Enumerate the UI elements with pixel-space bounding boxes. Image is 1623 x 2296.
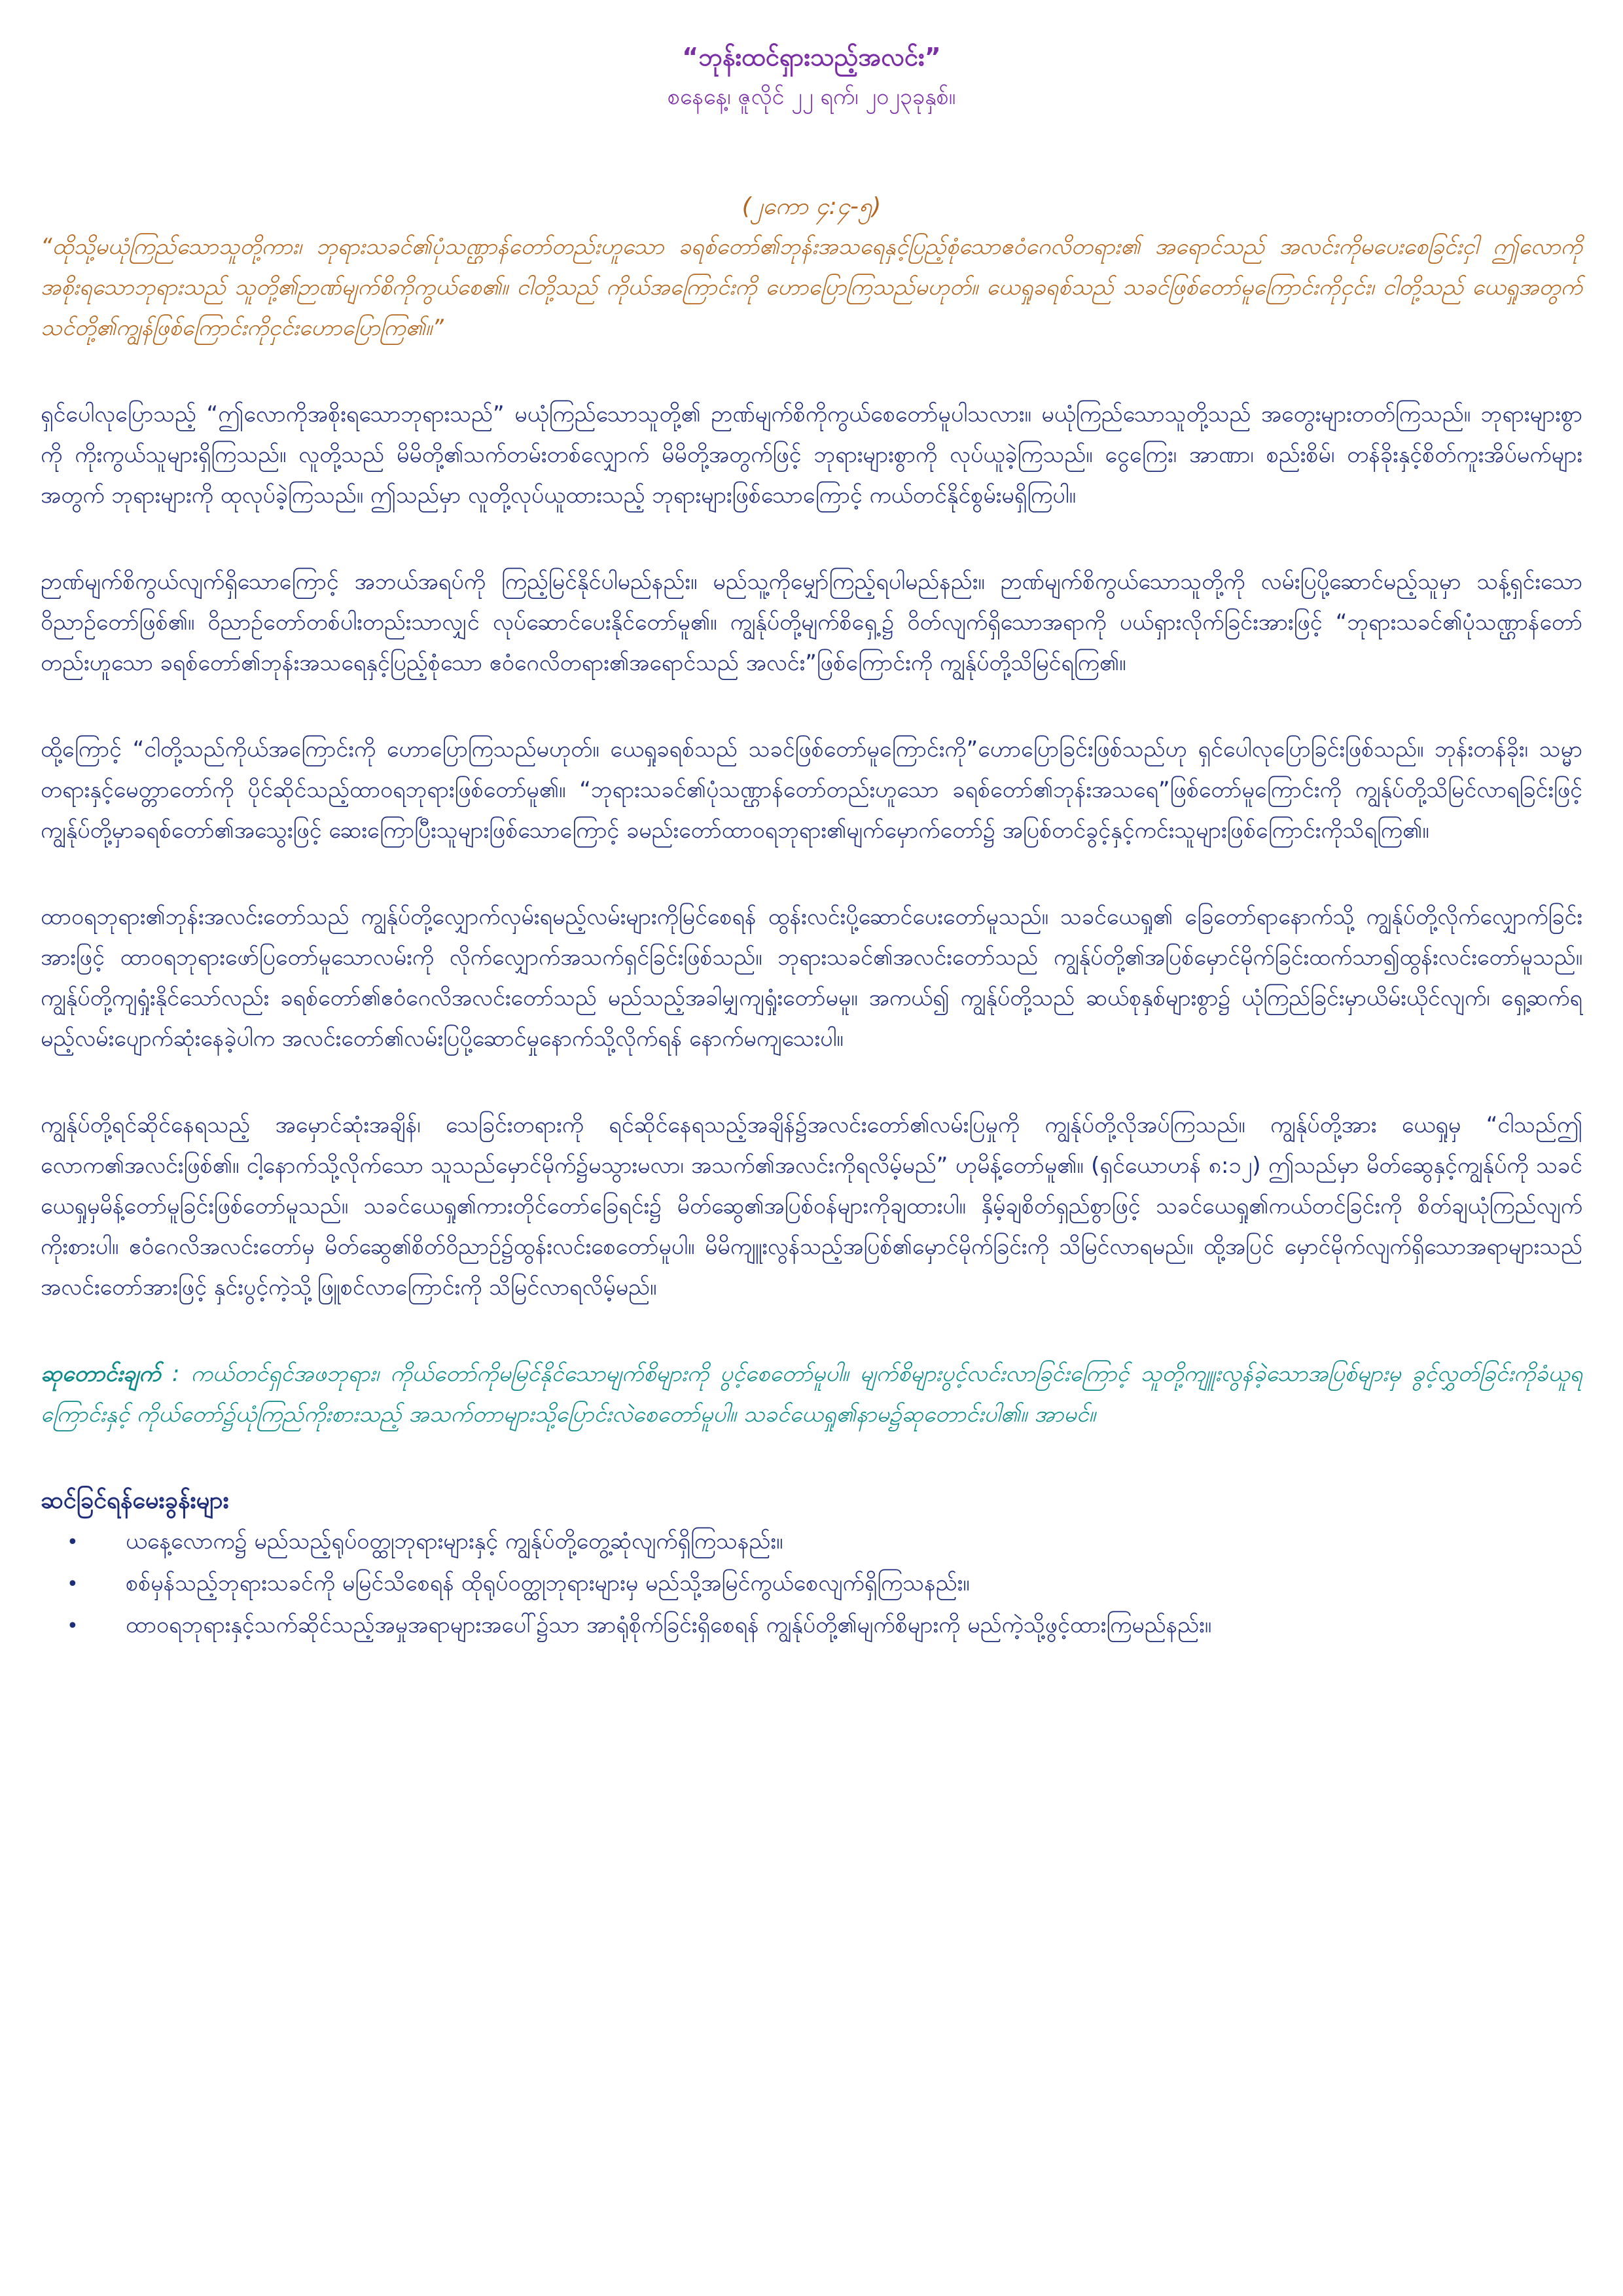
bullet-icon: • — [67, 1531, 79, 1554]
prayer-label: ဆုတောင်းချက် — [41, 1361, 161, 1387]
list-item — [67, 1563, 1582, 1605]
list-item — [67, 1521, 1582, 1563]
bullet-icon: • — [67, 1573, 79, 1596]
body-paragraph-3: ထို့ကြောင့် “ငါတို့သည်ကိုယ်အကြောင်းကို ဟောပြောကြသည်မဟုတ်။ ယေရှုခရစ်သည် သခင်ဖြစ်တော်မူကြောင်းကို”ဟောပြောခြင်းဖြစ်သည်ဟု ရှင်ပေါလုပြောခြင်းဖြစ်သည်။ ဘုန်းတန်ခိုး၊ သမ္မာတရားနှင့်မေတ္တာတော်ကို ပိုင်ဆိုင်သည့်ထာဝရဘုရားဖြစ်တော်မူ၏။ “ဘုရားသခင်၏ပုံသဏ္ဌာန်တော်တည်းဟူသော ခရစ်တော်၏ဘုန်းအသရေ”ဖြစ်တော်မူကြောင်းကို ကျွန်ုပ်တို့သိမြင်လာရခြင်းဖြင့် ကျွန်ုပ်တို့မှာခရစ်တော်၏အသွေးဖြင့် ဆေးကြောပြီးသူများဖြစ်သောကြောင့် ခမည်းတော်ထာဝရဘုရား၏မျက်မှောက်တော်၌ အပြစ်တင်ခွင့်နှင့်ကင်းသူများဖြစ်ကြောင်းကိုသိရကြ၏။ — [41, 736, 1582, 844]
verse-text: “ထိုသို့မယုံကြည်သောသူတို့ကား၊ ဘုရားသခင်၏ပုံသဏ္ဌာန်တော်တည်းဟူသော ခရစ်တော်၏ဘုန်းအသရေနှင့်ပြည့်စုံသောဧဝံဂေလိတရား၏ အရောင်သည် အလင်းကိုမပေးစေခြင်းငှါ ဤလောကို အစိုးရသောဘုရားသည် သူတို့၏ဉာဏ်မျက်စိကိုကွယ်စေ၏။ ငါတို့သည် ကိုယ်အကြောင်းကို ဟောပြောကြသည်မဟုတ်။ ယေရှုခရစ်သည် သခင်ဖြစ်တော်မူကြောင်းကိုငှင်း၊ ငါတို့သည် ယေရှုအတွက်သင်တို့၏ကျွန်ဖြစ်ကြောင်းကိုငှင်းဟောပြောကြ၏။” — [41, 234, 1582, 341]
list-item — [67, 1605, 1582, 1647]
prayer-separator: : — [160, 1361, 191, 1387]
questions-list — [41, 1521, 1582, 1647]
page-date: စနေနေ့၊ ဇူလိုင် ၂၂ ရက်၊ ၂၀၂၃ခုနှစ်။ — [667, 84, 956, 110]
question-text: စစ်မှန်သည့်ဘုရားသခင်ကို မမြင်သိစေရန် ထိုရုပ်ဝတ္ထုဘုရားများမှ မည်သို့အမြင်ကွယ်စေလျက်ရှိကြသနည်း။ — [126, 1570, 970, 1596]
body-paragraph-4: ထာဝရဘုရား၏ဘုန်းအလင်းတော်သည် ကျွန်ုပ်တို့လျှောက်လှမ်းရမည့်လမ်းများကိုမြင်စေရန် ထွန်းလင်းပို့ဆောင်ပေးတော်မူသည်။ သခင်ယေရှု၏ ခြေတော်ရာနောက်သို့ ကျွန်ုပ်တို့လိုက်လျှောက်ခြင်းအားဖြင့် ထာဝရဘုရားဖော်ပြတော်မူသောလမ်းကို လိုက်လျှောက်အသက်ရှင်ခြင်းဖြစ်သည်။ ဘုရားသခင်၏အလင်းတော်သည် ကျွန်ုပ်တို့၏အပြစ်မှောင်မိုက်ခြင်းထက်သာ၍ထွန်းလင်းတော်မူသည်။ ကျွန်ုပ်တို့ကျရှုံးနိုင်သော်လည်း ခရစ်တော်၏ဧဝံဂေလိအလင်းတော်သည် မည်သည့်အခါမျှကျရှုံးတော်မမူ။ အကယ်၍ ကျွန်ုပ်တို့သည် ဆယ်စုနှစ်များစွာ၌ ယုံကြည်ခြင်းမှာယိမ်းယိုင်လျက်၊ ရှေ့ဆက်ရမည့်လမ်းပျောက်ဆုံးနေခဲ့ပါက အလင်းတော်၏လမ်းပြပို့ဆောင်မှုနောက်သို့လိုက်ရန် နောက်မကျသေးပါ။ — [41, 904, 1582, 1052]
prayer-text: ကယ်တင်ရှင်အဖဘုရား၊ ကိုယ်တော်ကိုမမြင်နိုင်သောမျက်စိများကို ပွင့်စေတော်မူပါ။ မျက်စိများပွင့်လင်းလာခြင်းကြောင့် သူတို့ကျူးလွန်ခဲ့သောအပြစ်များမှ ခွင့်လွှတ်ခြင်းကိုခံယူရကြောင်းနှင့် ကိုယ်တော်၌ယုံကြည်ကိုးစားသည့် အသက်တာများသို့ပြောင်းလဲစေတော်မူပါ။ သခင်ယေရှု၏နာမ၌ဆုတောင်းပါ၏။ အာမင်။ — [41, 1361, 1582, 1427]
body-paragraph-5: ကျွန်ုပ်တို့ရင်ဆိုင်နေရသည့် အမှောင်ဆုံးအချိန်၊ သေခြင်းတရားကို ရင်ဆိုင်နေရသည့်အချိန်၌အလင်းတော်၏လမ်းပြမှုကို ကျွန်ုပ်တို့လိုအပ်ကြသည်။ ကျွန်ုပ်တို့အား ယေရှုမှ “ငါသည်ဤလောက၏အလင်းဖြစ်၏။ ငါ့နောက်သို့လိုက်သော သူသည်မှောင်မိုက်၌မသွားမလာ၊ အသက်၏အလင်းကိုရလိမ့်မည်” ဟုမိန့်တော်မူ၏။ (ရှင်ယောဟန် ၈:၁၂) ဤသည်မှာ မိတ်ဆွေနှင့်ကျွန်ုပ်ကို သခင်ယေရှုမှမိန့်တော်မူခြင်းဖြစ်တော်မူသည်။ သခင်ယေရှု၏ကားတိုင်တော်ခြေရင်း၌ မိတ်ဆွေ၏အပြစ်ဝန်များကိုချထားပါ။ နှိမ့်ချစိတ်ရှည်စွာဖြင့် သခင်ယေရှု၏ကယ်တင်ခြင်းကို စိတ်ချယုံကြည်လျက်ကိုးစားပါ။ ဧဝံဂေလိအလင်းတော်မှ မိတ်ဆွေ၏စိတ်ဝိညာဉ်၌ထွန်းလင်းစေတော်မူပါ။ မိမိကျူးလွန်သည့်အပြစ်၏မှောင်မိုက်ခြင်းကို သိမြင်လာရမည်။ ထို့အပြင် မှောင်မိုက်လျက်ရှိသောအရာများသည် အလင်းတော်အားဖြင့် နှင်းပွင့်ကဲ့သို့ဖြူစင်လာကြောင်းကို သိမြင်လာရလိမ့်မည်။ — [41, 1112, 1582, 1300]
verse-reference: (၂ကော ၄:၄-၅) — [741, 193, 882, 220]
bullet-icon: • — [67, 1615, 79, 1638]
page-title: “ဘုန်းထင်ရှားသည့်အလင်း” — [682, 43, 941, 71]
body-paragraph-2: ဉာဏ်မျက်စိကွယ်လျက်ရှိသောကြောင့် အဘယ်အရပ်ကို ကြည့်မြင်နိုင်ပါမည်နည်း။ မည်သူ့ကိုမျှော်ကြည့်ရပါမည်နည်း။ ဉာဏ်မျက်စိကွယ်သောသူတို့ကို လမ်းပြပို့ဆောင်မည့်သူမှာ သန့်ရှင်းသောဝိညာဉ်တော်ဖြစ်၏။ ဝိညာဉ်တော်တစ်ပါးတည်းသာလျှင် လုပ်ဆောင်ပေးနိုင်တော်မူ၏။ ကျွန်ုပ်တို့မျက်စိရှေ့၌ ဝိတ်လျက်ရှိသောအရာကို ပယ်ရှားလိုက်ခြင်းအားဖြင့် “ဘုရားသခင်၏ပုံသဏ္ဌာန်တော်တည်းဟူသော ခရစ်တော်၏ဘုန်းအသရေနှင့်ပြည့်စုံသော ဧဝံဂေလိတရား၏အရောင်သည် အလင်း”ဖြစ်ကြောင်းကို ကျွန်ုပ်တို့သိမြင်ရကြ၏။ — [41, 569, 1582, 676]
prayer-block — [41, 1354, 1582, 1435]
questions-heading: ဆင်ခြင်ရန်မေးခွန်းများ — [41, 1487, 229, 1514]
question-text: ယနေ့လောက၌ မည်သည့်ရုပ်ဝတ္ထုဘုရားများနှင့် ကျွန်ုပ်တို့တွေ့ဆုံလျက်ရှိကြသနည်း။ — [126, 1528, 783, 1554]
body-paragraph-1: ရှင်ပေါလုပြောသည့် “ဤလောကိုအစိုးရသောဘုရားသည်” မယုံကြည်သောသူတို့၏ ဉာဏ်မျက်စိကိုကွယ်စေတော်မူပါသလား။ မယုံကြည်သောသူတို့သည် အတွေးများတတ်ကြသည်။ ဘုရားများစွာကို ကိုးကွယ်သူများရှိကြသည်။ လူတို့သည် မိမိတို့၏သက်တမ်းတစ်လျှောက် မိမိတို့အတွက်ဖြင့် ဘုရားများစွာကို လုပ်ယူခဲ့ကြသည်။ ငွေကြေး၊ အာဏာ၊ စည်းစိမ်၊ တန်ခိုးနှင့်စိတ်ကူးအိပ်မက်များအတွက် ဘုရားများကို ထုလုပ်ခဲ့ကြသည်။ ဤသည်မှာ လူတို့လုပ်ယူထားသည့် ဘုရားများဖြစ်သောကြောင့် ကယ်တင်နိုင်စွမ်းမရှိကြပါ။ — [41, 401, 1582, 509]
question-text: ထာဝရဘုရားနှင့်သက်ဆိုင်သည့်အမှုအရာများအပေါ်၌သာ အာရုံစိုက်ခြင်းရှိစေရန် ကျွန်ုပ်တို့၏မျက်စိများကို မည်ကဲ့သို့ဖွင့်ထားကြမည်နည်း။ — [126, 1612, 1212, 1638]
